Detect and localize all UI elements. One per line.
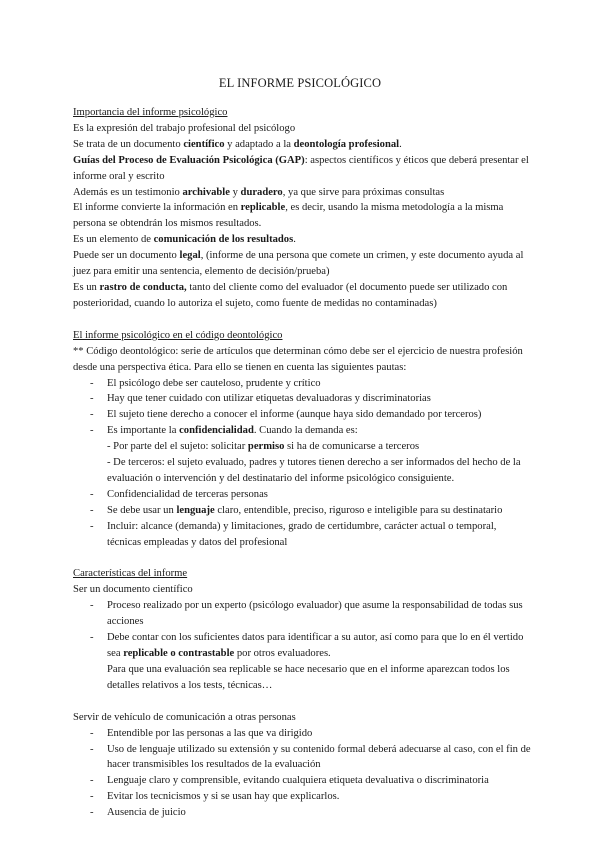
- list-item: - Debe contar con los suficientes datos para identificar a su autor, así como para que lo en él vertido sea replicable o contrastable por otros evaluadores. Para que una evaluación sea replicable se hace necesario que en el informe aparezcan todos los detalles relativos a los tests, técnicas…: [107, 630, 533, 694]
- paragraph: Se trata de un documento científico y adaptado a la deontología profesional.: [73, 138, 402, 150]
- paragraph: ** Código deontológico: serie de artículos que determinan cómo debe ser el ejercicio de nuestra profesión desde una perspectiva ética. Para ello se tienen en cuenta las siguientes pautas:: [73, 345, 523, 373]
- paragraph: Puede ser un documento legal, (informe de una persona que comete un crimen, y este documento ayuda al juez para emitir una sentencia, elemento de decisión/prueba): [73, 250, 524, 278]
- document-title: EL INFORME PSICOLÓGICO: [218, 76, 382, 90]
- section-heading-codigo: El informe psicológico en el código deontológico: [73, 329, 283, 341]
- paragraph: Es la expresión del trabajo profesional del psicólogo: [73, 122, 296, 134]
- bullet-list: [73, 598, 533, 693]
- list-item: - Evitar los tecnicismos y si se usan hay que explicarlos.: [107, 789, 533, 805]
- document-body: [73, 105, 533, 821]
- list-item: - Uso de lenguaje utilizado su extensión y su contenido formal deberá adecuarse al caso, con el fin de hacer transmisibles los resultados de la evaluación: [107, 742, 533, 774]
- list-item: - Entendible por las personas a las que va dirigido: [107, 726, 533, 742]
- bullet-list: [73, 726, 533, 821]
- list-item: - Confidencialidad de terceras personas: [107, 487, 533, 503]
- list-item: - Hay que tener cuidado con utilizar etiquetas devaluadoras y discriminatorias: [107, 391, 533, 407]
- paragraph: Además es un testimonio archivable y duradero, ya que sirve para próximas consultas: [73, 186, 445, 198]
- paragraph: Guías del Proceso de Evaluación Psicológica (GAP): aspectos científicos y éticos que deberá presentar el informe oral y escrito: [73, 154, 529, 182]
- list-item: - Es importante la confidencialidad. Cuando la demanda es: - Por parte del el sujeto: solicitar permiso si ha de comunicarse a terceros - De terceros: el sujeto evaluado, padres y tutores tienen derecho a ser informados del hecho de la evaluación o intervención y del destinatario del informe psicológico consiguiente.: [107, 423, 533, 487]
- subheading: Ser un documento científico: [73, 584, 193, 596]
- list-item: - Ausencia de juicio: [107, 805, 533, 821]
- list-item: - Incluir: alcance (demanda) y limitaciones, grado de certidumbre, carácter actual o temporal, técnicas empleadas y datos del profesional: [107, 519, 533, 551]
- section-heading-importancia: Importancia del informe psicológico: [73, 107, 228, 118]
- section-heading-caracteristicas: Características del informe: [73, 568, 188, 580]
- list-item: - El psicólogo debe ser cauteloso, prudente y crítico: [107, 376, 533, 392]
- paragraph: Es un rastro de conducta, tanto del cliente como del evaluador (el documento puede ser utilizado con posterioridad, cuando lo autoriza el sujeto, como fuente de medidas no contaminadas): [73, 281, 508, 309]
- list-item: - Proceso realizado por un experto (psicólogo evaluador) que asume la responsabilidad de todas sus acciones: [107, 598, 533, 630]
- paragraph: El informe convierte la información en replicable, es decir, usando la misma metodología a la misma persona se obtendrán los mismos resultados.: [73, 202, 504, 230]
- list-item: - El sujeto tiene derecho a conocer el informe (aunque haya sido demandado por terceros): [107, 407, 533, 423]
- subheading: Servir de vehículo de comunicación a otras personas: [73, 711, 296, 723]
- bullet-list: [73, 376, 533, 551]
- paragraph: Es un elemento de comunicación de los resultados.: [73, 234, 296, 246]
- list-item: - Se debe usar un lenguaje claro, entendible, preciso, riguroso e inteligible para su destinatario: [107, 503, 533, 519]
- list-item: - Lenguaje claro y comprensible, evitando cualquiera etiqueta devaluativa o discriminatoria: [107, 773, 533, 789]
